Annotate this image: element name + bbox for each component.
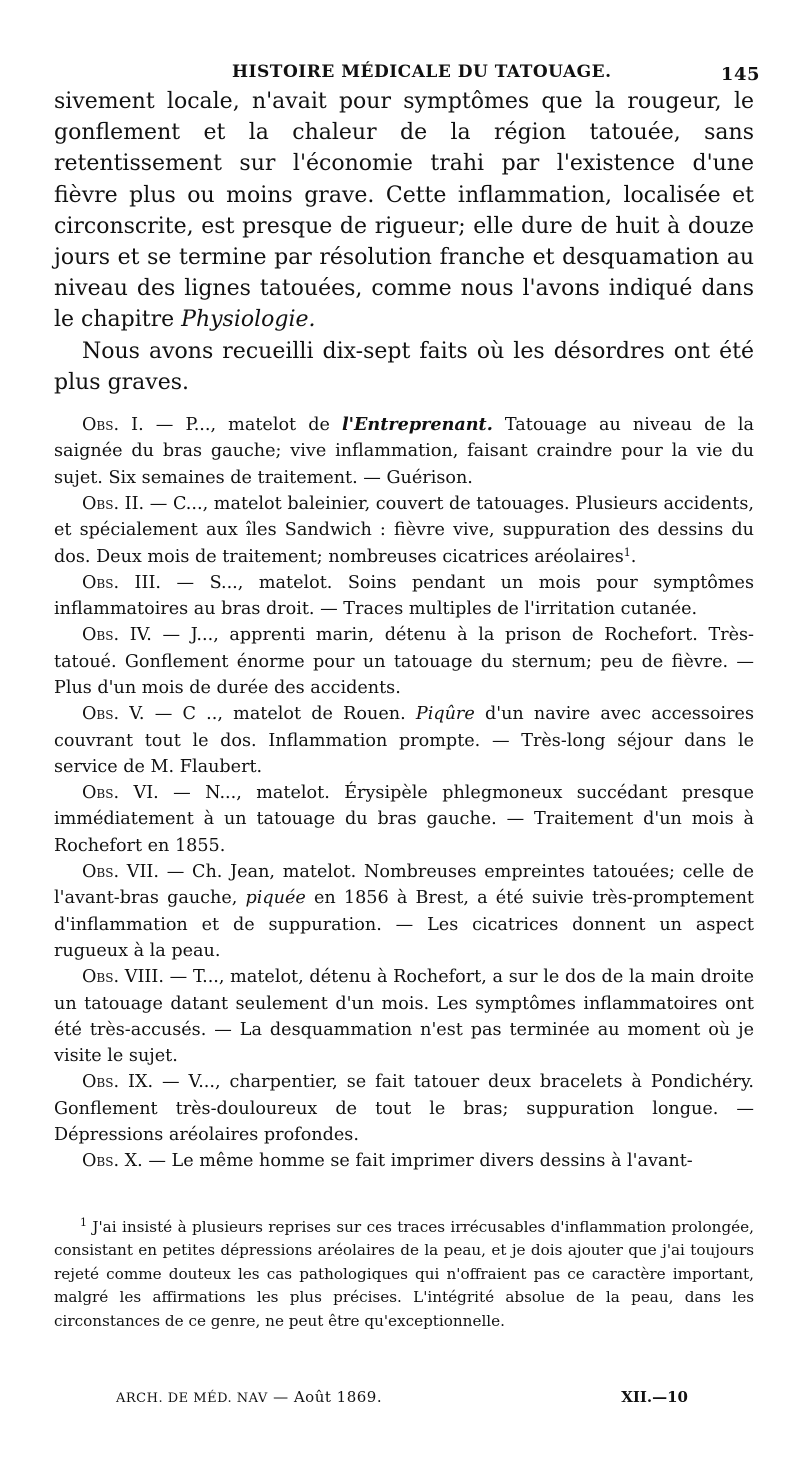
observation-2: Obs. II. — C..., matelot baleinier, couvert de tatouages. Plusieurs accidents, et spécialement aux îles Sandwich : fièvre vive, suppuration des dessins du dos. Deux mois de traitement; nombreuses cicatrices aréolaires$^1$. <box>54 493 754 567</box>
observation-label: Obs. I. <box>82 415 144 436</box>
journal-signature <box>116 1388 382 1406</box>
observation-5: Obs. V. — C .., matelot de Rouen. Piqûre d'un navire avec accessoires couvrant tout le dos. Inflammation prompte. — Très-long séjour dans le service de M. Flaubert. <box>54 704 754 777</box>
paragraph-continuation: sivement locale, n'avait pour symptômes que la rougeur, le gonflement et la chaleur de la région tatouée, sans retentissement sur l'économie trahi par l'existence d'une fièvre plus ou moins grave. Cette inflammation, localisée et circonscrite, est presque de rigueur; elle dure de huit à douze jours et se termine par résolution franche et desquamation au niveau des lignes tatouées, comme nous l'avons indiqué dans le chapitre Physiologie. <box>54 89 754 333</box>
journal-name: ARCH. DE MÉD. NAV <box>116 1391 268 1406</box>
observation-8: Obs. VIII. — T..., matelot, détenu à Rochefort, a sur le dos de la main droite un tatouage datant seulement d'un mois. Les symptômes inflammatoires ont été très-accusés. — La desquammation n'est pas terminée au moment où je visite le sujet. <box>54 967 754 1067</box>
footnote <box>54 1216 754 1333</box>
body-text <box>54 86 754 398</box>
observation-1: Obs. I. — P..., matelot de l'Entreprenant. Tatouage au niveau de la saignée du bras gauche; vive inflammation, faisant craindre pour la vie du sujet. Six semaines de traitement. — Guérison. <box>54 414 754 488</box>
observation-label: Obs. X. <box>82 1151 143 1172</box>
chapter-reference: Physiologie. <box>181 307 316 333</box>
observation-list <box>54 412 754 1175</box>
page-number: 145 <box>720 64 760 85</box>
observation-label: Obs. III. <box>82 572 161 593</box>
observation-10: Obs. X. — Le même homme se fait imprimer divers dessins à l'avant- <box>82 1151 693 1172</box>
observation-label: Obs. V. <box>82 704 145 725</box>
observation-label: Obs. IX. <box>82 1072 154 1093</box>
paragraph-intro: Nous avons recueilli dix-sept faits où les désordres ont été plus graves. <box>54 338 754 395</box>
observation-9: Obs. IX. — V..., charpentier, se fait tatouer deux bracelets à Pondichéry. Gonflement très-douloureux de tout le bras; suppuration longue. — Dépressions aréolaires profondes. <box>54 1072 755 1146</box>
running-head <box>54 58 760 86</box>
observation-label: Obs. IV. <box>82 625 152 646</box>
sheet-signature: XII.—10 <box>621 1388 688 1406</box>
page <box>54 58 760 1175</box>
observation-7: Obs. VII. — Ch. Jean, matelot. Nombreuses empreintes tatouées; celle de l'avant-bras gauche, piquée en 1856 à Brest, a été suivie très-promptement d'inflammation et de suppuration. — Les cicatrices donnent un aspect rugueux à la peau. <box>54 862 754 961</box>
observation-3: Obs. III. — S..., matelot. Soins pendant un mois pour symptômes inflammatoires au bras droit. — Traces multiples de l'irritation cutanée. <box>54 572 754 620</box>
footnote-text: $^1$ J'ai insisté à plusieurs reprises sur ces traces irrécusables d'inflammation prolongée, consistant en petites dépressions aréolaires de la peau, et je dois ajouter que j'ai toujours rejeté comme douteux les cas pathologiques qui n'offraient pas ce caractère important, malgré les affirmations les plus précises. L'intégrité absolue de la peau, dans les circonstances de ce genre, ne peut être qu'exceptionnelle. <box>54 1216 754 1330</box>
observation-label: Obs. VIII. <box>82 967 164 988</box>
observation-4: Obs. IV. — J..., apprenti marin, détenu à la prison de Rochefort. Très-tatoué. Gonflement énorme pour un tatouage du sternum; peu de fièvre. — Plus d'un mois de durée des accidents. <box>54 625 754 698</box>
running-title: HISTOIRE MÉDICALE DU TATOUAGE. <box>232 62 612 82</box>
page-footer <box>54 1388 754 1412</box>
italic-term: Piqûre <box>415 704 475 725</box>
footnote-ref: 1 <box>623 545 631 559</box>
observation-label: Obs. II. <box>82 493 145 514</box>
observation-6: Obs. VI. — N..., matelot. Érysipèle phlegmoneux succédant presque immédiatement à un tatouage du bras gauche. — Traitement d'un mois à Rochefort en 1855. <box>54 783 754 856</box>
italic-term: piquée <box>245 888 306 909</box>
issue-date: — Août 1869. <box>267 1388 383 1406</box>
footnote-marker: 1 <box>80 1216 87 1229</box>
ship-name: l'Entreprenant. <box>341 414 493 436</box>
observation-label: Obs. VII. <box>82 862 159 883</box>
observation-label: Obs. VI. <box>82 783 159 804</box>
